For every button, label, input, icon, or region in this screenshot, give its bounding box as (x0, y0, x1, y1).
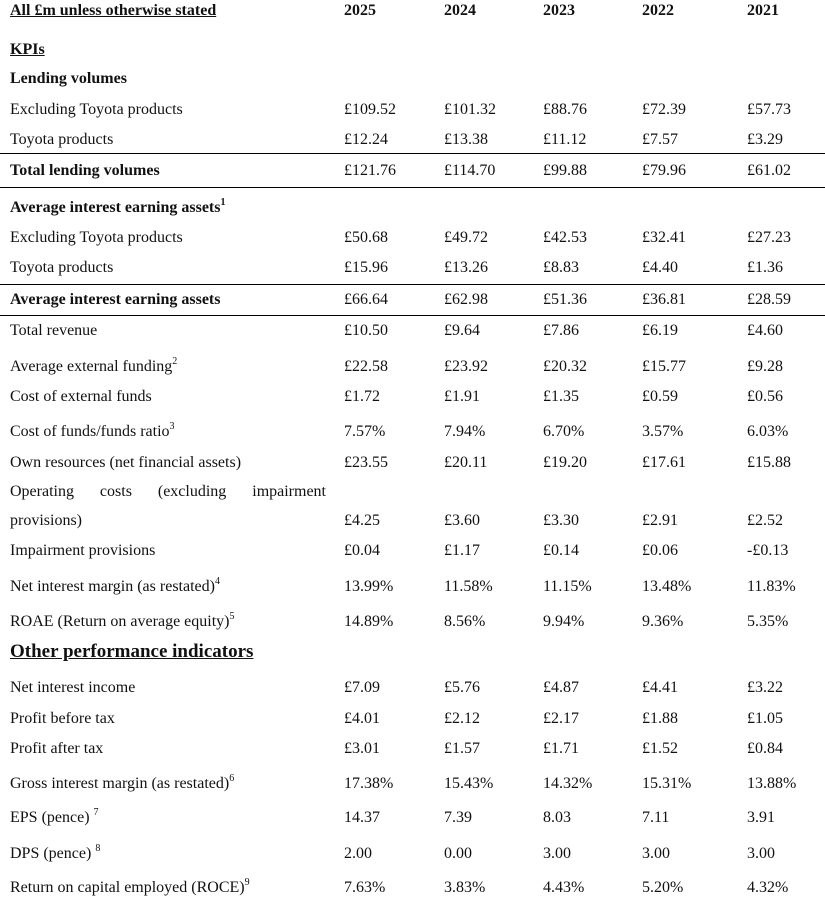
header-label: All £m unless otherwise stated (10, 2, 217, 19)
year-2023: 2023 (543, 2, 575, 19)
year-2022: 2022 (642, 2, 674, 19)
year-2025: 2025 (344, 2, 376, 19)
divider (0, 153, 825, 154)
operating-costs-label-line1: Operating costs (excluding impairment (10, 483, 326, 500)
year-2021: 2021 (747, 2, 779, 19)
divider (0, 284, 825, 285)
year-2024: 2024 (444, 2, 476, 19)
table-row: Operating costs (excluding impairment provisions) £4.25 £3.60 £3.30 £2.91 £2.52 (10, 483, 783, 529)
divider (0, 187, 825, 188)
divider (0, 315, 825, 316)
